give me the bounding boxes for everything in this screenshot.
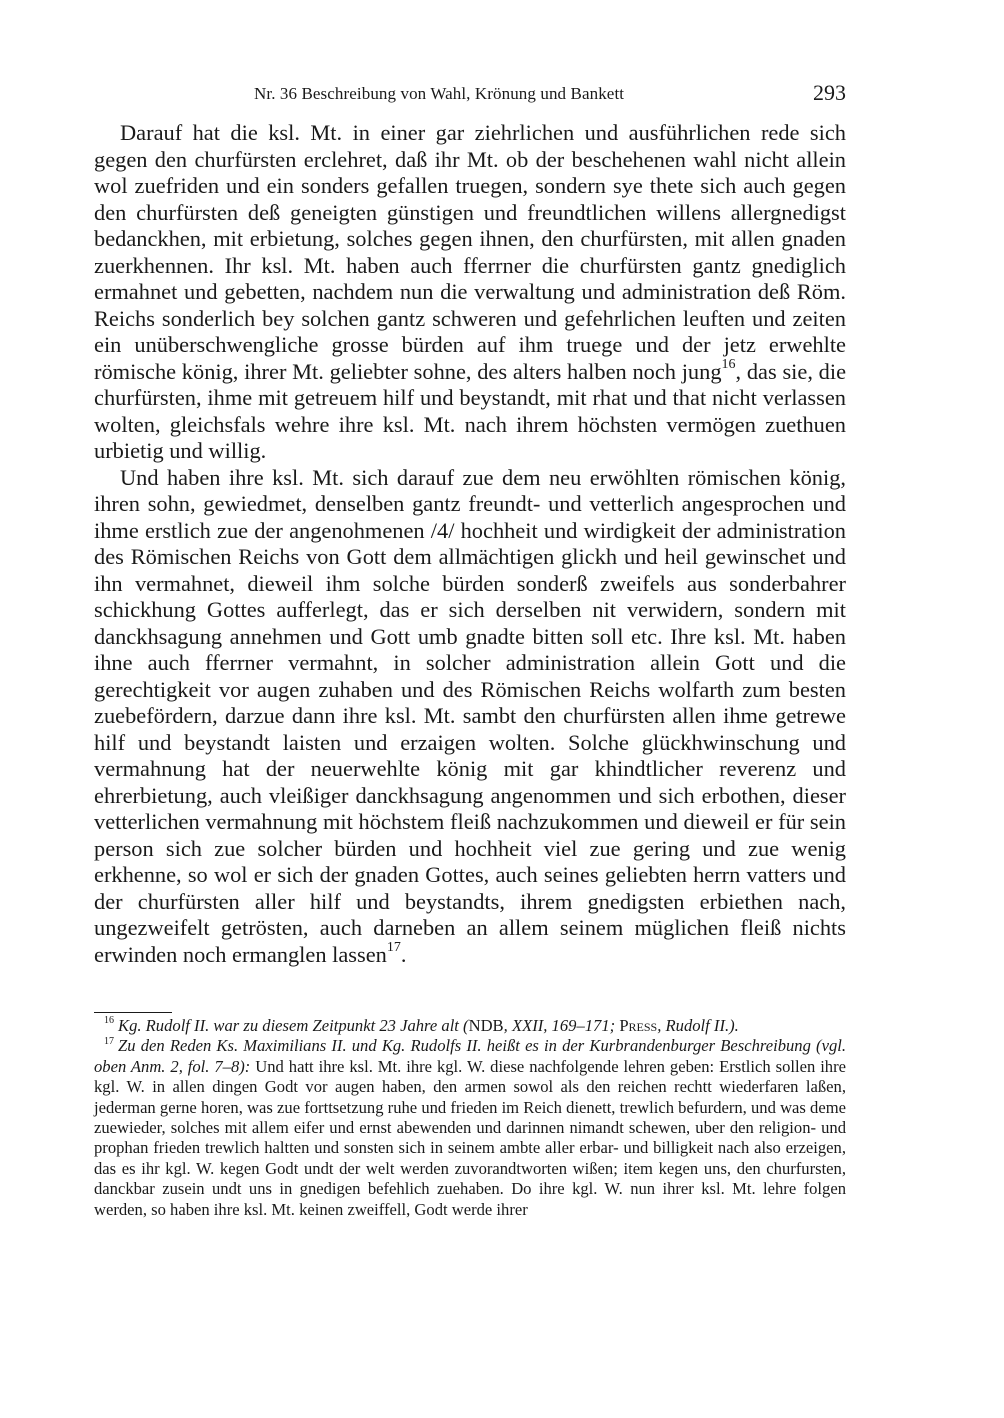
footnote-16-italic-b: , XXII, 169–171; — [503, 1016, 620, 1035]
running-title: Nr. 36 Beschreibung von Wahl, Krönung und Bankett — [254, 84, 625, 103]
footnote-reference-16[interactable]: 16 — [721, 357, 736, 373]
footnote-16-author: Press — [619, 1016, 658, 1035]
paragraph-1-text-a: Darauf hat die ksl. Mt. in einer gar ziehrlichen und ausführlichen rede sich gegen den churfürsten erclehret, daß ihr Mt. ob der beschehenen wahl nicht allein wol zuefriden und ein sonders gefallen truegen, sondern sye thete sich auch gegen den churfürsten deß geneigten günstigen und freundtlichen willens allergnedigst bedanckhen, mit erbietung, solches gegen ihnen, den churfürsten, mit allen gnaden zuerkhennen. Ihr ksl. Mt. haben auch fferrner die churfürsten gantz gnediglich ermahnet und gebetten, nachdem nun die verwaltung und administration deß Röm. Reichs sonderlich bey solchen gantz schweren und gefehrlichen leuften und zeiten ein unüberschwengliche grosse bürden auf ihm truege und der jetz erwehlte römische könig, ihrer Mt. geliebter sohne, des alters halben noch jung — [94, 120, 846, 384]
page-number: 293 — [813, 80, 846, 105]
footnote-17-intro: Zu den Reden Ks. Maximilians II. und Kg. Rudolfs II. heißt es in der Kurbrandenburger Beschreibung (vgl. oben Anm. 2, fol. 7–8): — [94, 1036, 846, 1076]
footnote-reference-17[interactable]: 17 — [386, 940, 401, 956]
footnote-16-italic-c: , Rudolf II.). — [657, 1016, 739, 1035]
paragraph-2-text-a: Und haben ihre ksl. Mt. sich darauf zue dem neu erwöhlten römischen könig, ihren sohn, gewiedmet, denselben gantz freundt- und vetterlich angesprochen und ihme erstlich zue der angenohmenen /4/ hochheit und wirdigkeit der administration des Römischen Reichs von Gott dem allmächtigen glickh und heil gewinschet und ihn vermahnet, dieweil ihm solche bürden sonderß zweifels aus sonderbahrer schickhung Gottes aufferlegt, das er sich derselben nit verwidern, sondern mit danckhsagung annehmen und Gott umb gnadte bitten soll etc. Ihre ksl. Mt. haben ihne auch fferrner vermahnt, in solcher administration allein Gott und die gerechtigkeit vor augen zuhaben und des Römischen Reichs wolfarth zum besten zuebefördern, darzue dann ihre ksl. Mt. sambt den churfürsten allen ihme getrewe hilf und beystandt laisten und erzaigen wolten. Solche glückhwinschung und vermahnung hat der neuerwehlte könig mit gar khindtlicher reverenz und ehrerbietung, auch vleißiger danckhsagung angenommen und sich erbothen, dieser vetterlichen vermahnung mit höchstem fleiß nachzukommen und dieweil er für sein person sich zue solcher bürden und hochheit viel zue gering und zue wenig erkhenne, so wol er sich der gnaden Gottes, auch seines geliebten herrn vatters und der churfürsten aller hilf und beystandts, ihrem gnedigsten erbiethen nach, ungezweifelt getrösten, auch darneben an allem seinem müglichen fleiß nichts erwinden noch ermanglen lassen — [94, 464, 846, 967]
paragraph-2-text-b: . — [400, 941, 407, 967]
page-header — [94, 80, 846, 108]
footnotes — [94, 1016, 846, 1220]
paragraph-2 — [94, 465, 846, 969]
footnote-17-text: Und hatt ihre ksl. Mt. ihre kgl. W. diese nachfolgende lehren geben: Erstlich sollen ihre kgl. W. in allen dingen Godt vor augen haben, den armen sowol als den reichen rechtt wiederfaren laßen, jederman gerne horen, was zue forttsetzung ruhe und frieden im Reich dienett, trewlich befurdern, und was deme zuewieder, solches mit allem eifer und ernst abewenden und darinnen nimandt schewen, uber den religion- und prophan frieden trewlich haltten und sonsten sich in seinem ambte aller erbar- und billigkeit nach also erzeigen, das es ihr kgl. W. kegen Godt undt der welt werden zuvorandtworten wißen; item kegen uns, den churfursten, danckbar zusein undt uns in gnedigen befehlich zuehaben. Do ihre kgl. W. nun ihrer ksl. Mt. lehre folgen werden, so haben ihre ksl. Mt. keinen zweiffell, Godt werde ihrer — [94, 1056, 846, 1219]
paragraph-1-text-b: , das sie, die churfürsten, ihme mit getreuem hilf und beystandt, mit rhat und that nicht verlassen wolten, gleichsfals wehre ihre ksl. Mt. nach ihrem höchsten vermögen zuethuen urbietig und willig. — [94, 358, 847, 463]
footnote-divider — [94, 1012, 172, 1013]
paragraph-1 — [94, 120, 846, 465]
footnote-16-number: 16 — [104, 1015, 114, 1027]
footnote-17-number: 17 — [104, 1035, 114, 1047]
footnote-16-italic-a: Kg. Rudolf II. war zu diesem Zeitpunkt 23 Jahre alt ( — [118, 1016, 469, 1035]
footnote-16 — [94, 1016, 846, 1036]
footnote-17 — [94, 1036, 846, 1220]
main-text — [94, 120, 846, 968]
footnote-16-ndb: NDB — [468, 1016, 504, 1035]
